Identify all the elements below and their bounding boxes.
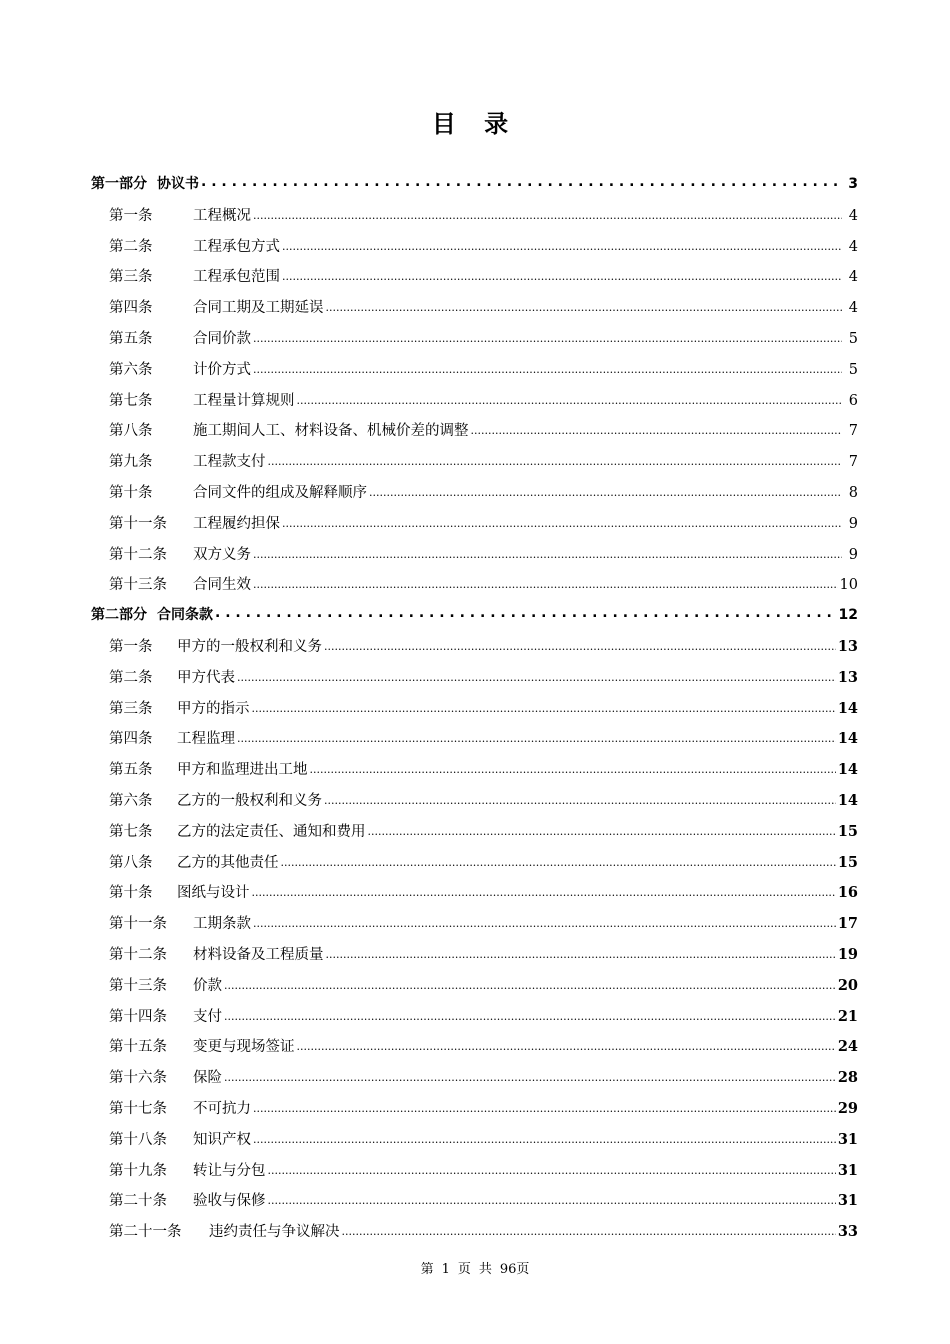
toc-leader-dots <box>368 821 836 836</box>
toc-entry-row[interactable] <box>91 820 858 851</box>
toc-page-number: 4 <box>848 300 858 317</box>
toc-leader-dots <box>471 421 843 436</box>
toc-leader-dots <box>253 1129 836 1144</box>
toc-page-number: 19 <box>837 945 858 963</box>
toc-entry-row[interactable] <box>91 789 858 820</box>
footer-total-prefix: 共 <box>478 1262 492 1277</box>
toc-number: 第十六条 <box>109 1070 167 1087</box>
toc-number: 第二十条 <box>109 1193 167 1210</box>
toc-page-number: 14 <box>837 730 858 748</box>
toc-label: 违约责任与争议解决 <box>209 1224 340 1241</box>
toc-number: 第十条 <box>109 885 153 902</box>
toc-page-number: 12 <box>838 607 858 624</box>
toc-entry-row[interactable] <box>91 204 858 235</box>
toc-leader-dots <box>253 359 842 374</box>
toc-page-number: 20 <box>837 976 858 994</box>
toc-label: 双方义务 <box>193 546 251 563</box>
toc-number: 第十九条 <box>109 1162 167 1179</box>
toc-number: 第十三条 <box>109 577 167 594</box>
toc-leader-dots <box>224 1006 836 1021</box>
toc-number: 第十一条 <box>109 515 167 532</box>
toc-label: 知识产权 <box>193 1131 251 1148</box>
toc-leader-dots <box>297 390 843 405</box>
toc-label: 甲方的指示 <box>177 700 250 717</box>
toc-page-number: 8 <box>848 484 858 501</box>
toc-number: 第十二条 <box>109 946 167 963</box>
toc-number: 第一条 <box>109 207 153 224</box>
toc-part-row[interactable] <box>91 173 858 204</box>
toc-page-number: 7 <box>848 423 858 440</box>
toc-entry-row[interactable] <box>91 512 858 543</box>
toc-label: 施工期间人工、材料设备、机械价差的调整 <box>193 423 469 440</box>
toc-leader-dots <box>282 236 842 251</box>
toc-page-number: 16 <box>837 884 858 902</box>
toc-label: 工程监理 <box>177 731 235 748</box>
toc-number: 第五条 <box>109 330 153 347</box>
toc-label: 乙方的一般权利和义务 <box>177 792 322 809</box>
toc-number: 第一部分 <box>91 176 147 192</box>
toc-leader-dots <box>237 729 836 744</box>
toc-leader-dots <box>237 667 836 682</box>
footer-page-number: 1 <box>441 1262 450 1277</box>
toc-leader-dots <box>282 513 842 528</box>
toc-page-number: 3 <box>848 176 858 192</box>
toc-number: 第二十一条 <box>109 1224 182 1241</box>
toc-entry-row[interactable] <box>91 912 858 943</box>
toc-number: 第十一条 <box>109 916 167 933</box>
toc-entry-row[interactable] <box>91 635 858 666</box>
toc-page-number: 28 <box>837 1069 858 1087</box>
toc-number: 第四条 <box>109 731 153 748</box>
toc-number: 第二部分 <box>91 607 147 624</box>
toc-page-number: 21 <box>837 1007 858 1025</box>
toc-entry-row[interactable] <box>91 1066 858 1097</box>
toc-number: 第二条 <box>109 238 153 255</box>
toc-leader-dots <box>342 1222 836 1237</box>
toc-page-number: 14 <box>837 761 858 779</box>
toc-leader-dots <box>224 1068 836 1083</box>
toc-page-number: 4 <box>848 269 858 286</box>
toc-page-number: 15 <box>837 822 858 840</box>
toc-leader-dots <box>253 328 842 343</box>
toc-entry-row[interactable] <box>91 358 858 389</box>
toc-entry-row[interactable] <box>91 881 858 912</box>
toc-page-number: 17 <box>837 915 858 933</box>
toc-entry-row[interactable] <box>91 1220 858 1251</box>
toc-number: 第四条 <box>109 300 153 317</box>
toc-page-number: 9 <box>848 515 858 532</box>
toc-leader-dots <box>215 605 837 619</box>
toc-page-number: 4 <box>848 207 858 224</box>
toc-page-number: 5 <box>848 361 858 378</box>
toc-leader-dots <box>253 575 838 590</box>
toc-entry-row[interactable] <box>91 235 858 266</box>
footer-prefix: 第 <box>420 1262 434 1277</box>
toc-number: 第一条 <box>109 638 153 655</box>
toc-label: 合同生效 <box>193 577 251 594</box>
toc-leader-dots <box>268 1160 836 1175</box>
toc-number: 第三条 <box>109 700 153 717</box>
toc-page-number: 29 <box>837 1099 858 1117</box>
toc-number: 第十条 <box>109 484 153 501</box>
toc-number: 第十五条 <box>109 1039 167 1056</box>
toc-number: 第十三条 <box>109 977 167 994</box>
footer-page-word: 页 <box>457 1262 471 1277</box>
toc-page-number: 13 <box>837 637 858 655</box>
toc-label: 工程承包范围 <box>193 269 280 286</box>
toc-entry-row[interactable] <box>91 727 858 758</box>
toc-entry-row[interactable] <box>91 573 858 604</box>
toc-entry-row[interactable] <box>91 697 858 728</box>
footer-total-pages: 96页 <box>499 1262 530 1277</box>
toc-number: 第八条 <box>109 423 153 440</box>
toc-number: 第十八条 <box>109 1131 167 1148</box>
toc-label: 甲方和监理进出工地 <box>177 762 308 779</box>
toc-number: 第七条 <box>109 392 153 409</box>
toc-page-number: 14 <box>837 699 858 717</box>
toc-leader-dots <box>268 452 843 467</box>
toc-part-row[interactable] <box>91 604 858 635</box>
toc-leader-dots <box>253 1098 836 1113</box>
toc-entry-row[interactable] <box>91 1128 858 1159</box>
toc-leader-dots <box>252 883 836 898</box>
toc-label: 图纸与设计 <box>177 885 250 902</box>
toc-number: 第九条 <box>109 454 153 471</box>
toc-number: 第六条 <box>109 792 153 809</box>
toc-page-number: 31 <box>837 1192 858 1210</box>
toc-label: 工程量计算规则 <box>193 392 295 409</box>
toc-leader-dots <box>326 944 836 959</box>
toc-leader-dots <box>324 636 836 651</box>
toc-leader-dots <box>282 267 842 282</box>
toc-label: 合同工期及工期延误 <box>193 300 324 317</box>
page-title: 目 录 <box>431 110 519 138</box>
toc-label: 甲方的一般权利和义务 <box>177 638 322 655</box>
toc-label: 价款 <box>193 977 222 994</box>
toc-leader-dots <box>310 760 836 775</box>
toc-page-number: 31 <box>837 1130 858 1148</box>
toc-entry-row[interactable] <box>91 1097 858 1128</box>
toc-number: 第八条 <box>109 854 153 871</box>
toc-page-number: 33 <box>837 1223 858 1241</box>
toc-page-number: 15 <box>837 853 858 871</box>
toc-number: 第十七条 <box>109 1100 167 1117</box>
toc-page-number: 13 <box>837 668 858 686</box>
toc-entry-row[interactable] <box>91 543 858 574</box>
toc-label: 合同文件的组成及解释顺序 <box>193 484 367 501</box>
toc-entry-row[interactable] <box>91 758 858 789</box>
toc-page-number: 6 <box>848 392 858 409</box>
toc-number: 第十二条 <box>109 546 167 563</box>
toc-entry-row[interactable] <box>91 1189 858 1220</box>
toc-label: 工程承包方式 <box>193 238 280 255</box>
toc-entry-row[interactable] <box>91 851 858 882</box>
toc-leader-dots <box>224 975 836 990</box>
toc-entry-row[interactable] <box>91 1035 858 1066</box>
toc-page-number: 10 <box>839 577 858 594</box>
page-footer <box>0 1258 950 1277</box>
toc-label: 保险 <box>193 1070 222 1087</box>
toc-page-number: 9 <box>848 546 858 563</box>
toc-leader-dots <box>201 174 842 188</box>
toc-label: 验收与保修 <box>193 1193 266 1210</box>
toc-leader-dots <box>324 790 836 805</box>
toc-leader-dots <box>281 852 836 867</box>
toc-label: 工程履约担保 <box>193 515 280 532</box>
toc-label: 合同价款 <box>193 330 251 347</box>
toc-number: 第七条 <box>109 823 153 840</box>
toc-number: 第二条 <box>109 669 153 686</box>
toc-entry-row[interactable] <box>91 327 858 358</box>
toc-label: 计价方式 <box>193 361 251 378</box>
toc-leader-dots <box>369 482 842 497</box>
toc-number: 第五条 <box>109 762 153 779</box>
toc-number: 第十四条 <box>109 1008 167 1025</box>
toc-entry-row[interactable] <box>91 481 858 512</box>
toc-number: 第三条 <box>109 269 153 286</box>
toc-page-number: 31 <box>837 1161 858 1179</box>
toc-page-number: 24 <box>837 1038 858 1056</box>
toc-label: 协议书 <box>157 176 199 192</box>
toc-entry-row[interactable] <box>91 974 858 1005</box>
toc-page-number: 7 <box>848 454 858 471</box>
toc-leader-dots <box>253 544 842 559</box>
toc-number: 第六条 <box>109 361 153 378</box>
toc-label: 工程概况 <box>193 207 251 224</box>
toc-label: 转让与分包 <box>193 1162 266 1179</box>
toc-entry-row[interactable] <box>91 389 858 420</box>
table-of-contents <box>91 173 858 1251</box>
toc-label: 支付 <box>193 1008 222 1025</box>
toc-label: 工期条款 <box>193 916 251 933</box>
toc-leader-dots <box>252 698 836 713</box>
toc-leader-dots <box>253 205 842 220</box>
toc-entry-row[interactable] <box>91 265 858 296</box>
toc-label: 甲方代表 <box>177 669 235 686</box>
toc-entry-row[interactable] <box>91 666 858 697</box>
toc-page-number: 4 <box>848 238 858 255</box>
toc-page-number: 5 <box>848 330 858 347</box>
toc-label: 乙方的法定责任、通知和费用 <box>177 823 366 840</box>
toc-label: 变更与现场签证 <box>193 1039 295 1056</box>
toc-leader-dots <box>297 1037 836 1052</box>
toc-entry-row[interactable] <box>91 450 858 481</box>
toc-label: 工程款支付 <box>193 454 266 471</box>
toc-label: 乙方的其他责任 <box>177 854 279 871</box>
toc-entry-row[interactable] <box>91 419 858 450</box>
toc-label: 不可抗力 <box>193 1100 251 1117</box>
toc-leader-dots <box>253 914 836 929</box>
toc-label: 合同条款 <box>157 607 213 624</box>
toc-label: 材料设备及工程质量 <box>193 946 324 963</box>
toc-entry-row[interactable] <box>91 296 858 327</box>
toc-leader-dots <box>326 298 843 313</box>
toc-leader-dots <box>268 1191 836 1206</box>
toc-entry-row[interactable] <box>91 943 858 974</box>
toc-page-number: 14 <box>837 791 858 809</box>
toc-entry-row[interactable] <box>91 1159 858 1190</box>
toc-entry-row[interactable] <box>91 1005 858 1036</box>
